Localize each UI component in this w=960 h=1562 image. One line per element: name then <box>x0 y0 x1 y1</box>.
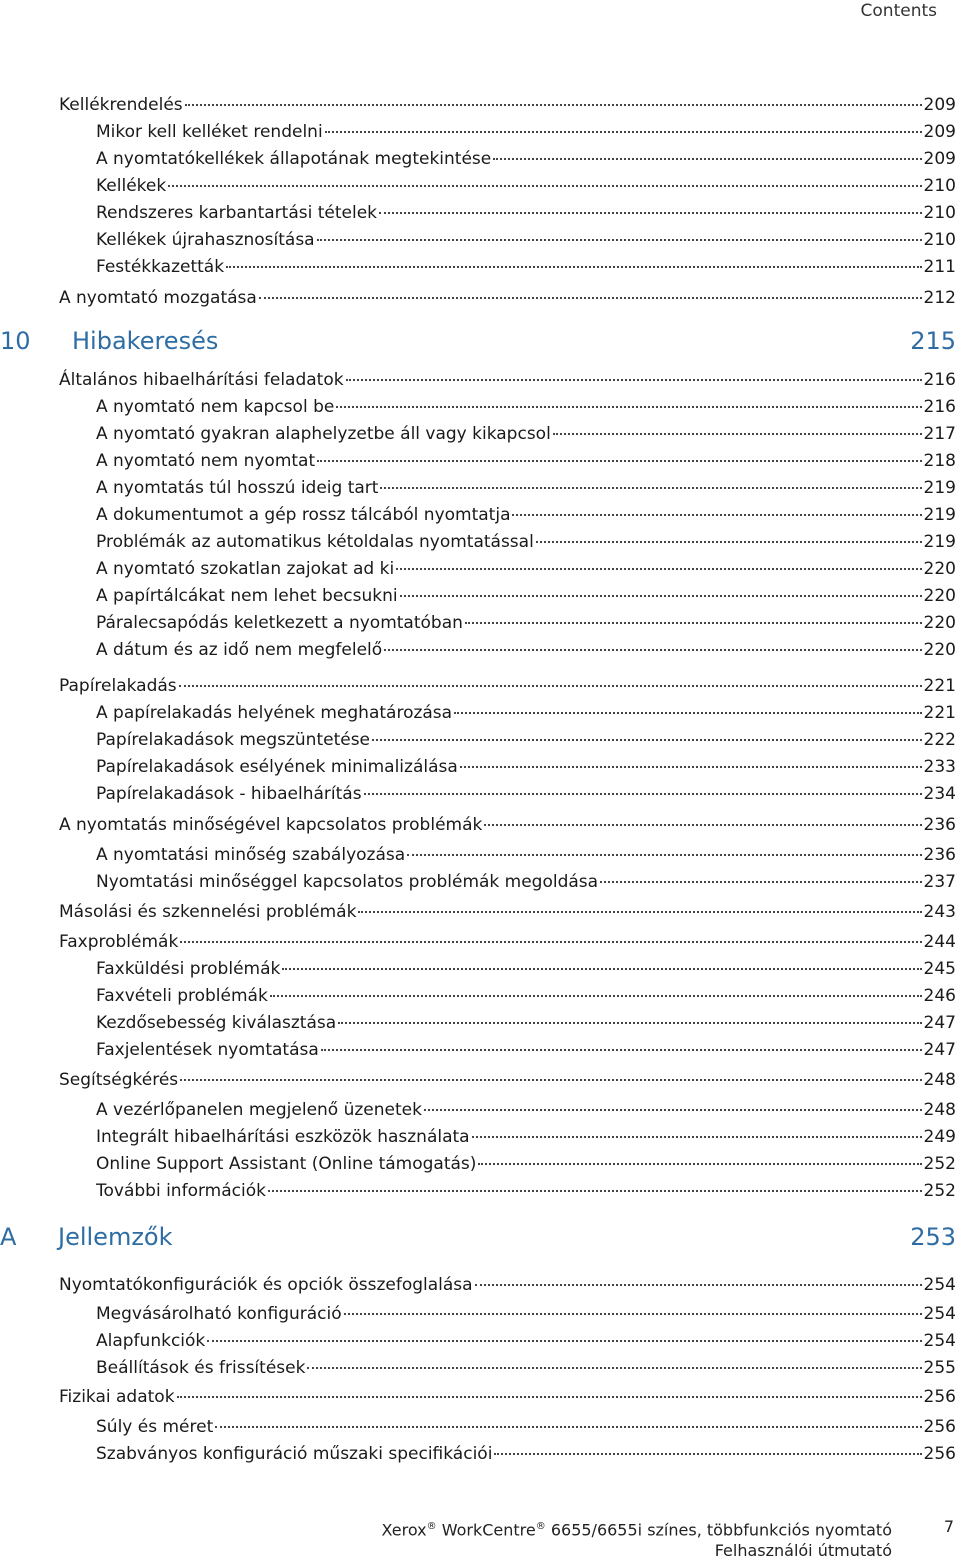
toc-subsection-entry[interactable] <box>96 755 956 779</box>
toc-entry-label: A dokumentumot a gép rossz tálcából nyomtatja <box>96 505 511 525</box>
toc-entry-page-number: 219 <box>923 478 956 498</box>
toc-entry-page-number: 220 <box>923 559 956 579</box>
toc-entry-label: A nyomtató nem nyomtat <box>96 451 316 471</box>
dot-leader <box>460 765 922 768</box>
toc-subsection-entry[interactable] <box>96 120 956 144</box>
chapter-page-number: 215 <box>910 327 956 355</box>
chapter-title: Jellemzők <box>58 1223 173 1251</box>
toc-entry-label: Online Support Assistant (Online támogatás) <box>96 1154 477 1174</box>
footer-brand-workcentre: WorkCentre <box>441 1520 536 1540</box>
toc-entry-page-number: 252 <box>923 1154 956 1174</box>
dot-leader <box>177 1395 922 1398</box>
toc-subsection-entry[interactable] <box>96 957 956 981</box>
dot-leader <box>465 621 922 624</box>
toc-section-entry[interactable] <box>59 286 956 310</box>
toc-entry-label: További információk <box>96 1181 266 1201</box>
toc-entry-page-number: 218 <box>923 451 956 471</box>
toc-entry-label: Kellékek <box>96 176 167 196</box>
toc-subsection-entry[interactable] <box>96 782 956 806</box>
toc-subsection-entry[interactable] <box>96 422 956 446</box>
toc-entry-page-number: 237 <box>923 872 956 892</box>
toc-entry-page-number: 212 <box>923 288 956 308</box>
toc-entry-label: Alapfunkciók <box>96 1331 206 1351</box>
toc-subsection-entry[interactable] <box>96 476 956 500</box>
toc-entry-page-number: 254 <box>923 1275 956 1295</box>
dot-leader <box>478 1162 921 1165</box>
footer-guide-title: Felhasználói útmutató <box>714 1541 892 1560</box>
dot-leader <box>346 378 922 381</box>
toc-entry-page-number: 236 <box>923 815 956 835</box>
dot-leader <box>338 1021 921 1024</box>
toc-entry-page-number: 246 <box>923 986 956 1006</box>
toc-entry-page-number: 248 <box>923 1070 956 1090</box>
dot-leader <box>307 1366 921 1369</box>
toc-section-entry[interactable] <box>59 813 956 837</box>
toc-subsection-entry[interactable] <box>96 228 956 252</box>
toc-subsection-entry[interactable] <box>96 1125 956 1149</box>
toc-entry-page-number: 254 <box>923 1304 956 1324</box>
dot-leader <box>325 130 922 133</box>
toc-entry-label: A papírtálcákat nem lehet becsukni <box>96 586 398 606</box>
dot-leader <box>185 103 922 106</box>
toc-entry-label: A nyomtatási minőség szabályozása <box>96 845 406 865</box>
registered-mark: ® <box>535 1521 546 1532</box>
toc-entry-label: A nyomtató nem kapcsol be <box>96 397 335 417</box>
dot-leader <box>424 1108 922 1111</box>
toc-entry-page-number: 221 <box>923 676 956 696</box>
toc-entry-page-number: 244 <box>923 932 956 952</box>
dot-leader <box>400 594 922 597</box>
toc-entry-page-number: 222 <box>923 730 956 750</box>
chapter-page-number: 253 <box>910 1223 956 1251</box>
toc-subsection-entry[interactable] <box>96 1152 956 1176</box>
toc-section-entry[interactable] <box>59 93 956 117</box>
toc-entry-label: Rendszeres karbantartási tételek <box>96 203 377 223</box>
toc-entry-label: A papírelakadás helyének meghatározása <box>96 703 453 723</box>
toc-entry-label: A vezérlőpanelen megjelenő üzenetek <box>96 1100 422 1120</box>
toc-entry-page-number: 248 <box>923 1100 956 1120</box>
toc-entry-page-number: 220 <box>923 586 956 606</box>
toc-entry-page-number: 220 <box>923 613 956 633</box>
dot-leader <box>317 459 921 462</box>
toc-entry-label: A nyomtató szokatlan zajokat ad ki <box>96 559 395 579</box>
toc-subsection-entry[interactable] <box>96 728 956 752</box>
toc-entry-label: Páralecsapódás keletkezett a nyomtatóban <box>96 613 463 633</box>
toc-section-entry[interactable] <box>59 1068 956 1092</box>
toc-section-entry[interactable] <box>59 674 956 698</box>
toc-subsection-entry[interactable] <box>96 557 956 581</box>
toc-entry-page-number: 210 <box>923 230 956 250</box>
toc-subsection-entry[interactable] <box>96 395 956 419</box>
dot-leader <box>179 684 922 687</box>
toc-subsection-entry[interactable] <box>96 584 956 608</box>
toc-entry-page-number: 219 <box>923 532 956 552</box>
toc-entry-label: Papírelakadás <box>59 676 177 696</box>
dot-leader <box>321 1048 922 1051</box>
dot-leader <box>553 432 922 435</box>
toc-entry-label: Papírelakadások megszüntetése <box>96 730 371 750</box>
toc-entry-label: Faxproblémák <box>59 932 179 952</box>
toc-entry-page-number: 247 <box>923 1013 956 1033</box>
dot-leader <box>475 1283 922 1286</box>
toc-subsection-entry[interactable] <box>96 201 956 225</box>
toc-entry-label: Kellékrendelés <box>59 95 183 115</box>
toc-section-entry[interactable] <box>59 930 956 954</box>
toc-entry-page-number: 254 <box>923 1331 956 1351</box>
toc-subsection-entry[interactable] <box>96 1011 956 1035</box>
dot-leader <box>372 738 922 741</box>
toc-entry-page-number: 233 <box>923 757 956 777</box>
toc-entry-label: Szabványos konfiguráció műszaki specifikációi <box>96 1444 493 1464</box>
toc-subsection-entry[interactable] <box>96 870 956 894</box>
toc-entry-label: Általános hibaelhárítási feladatok <box>59 370 344 390</box>
toc-subsection-entry[interactable] <box>96 611 956 635</box>
toc-entry-label: A nyomtató mozgatása <box>59 288 257 308</box>
dot-leader <box>215 1425 921 1428</box>
toc-subsection-entry[interactable] <box>96 174 956 198</box>
toc-entry-page-number: 256 <box>923 1417 956 1437</box>
toc-entry-page-number: 210 <box>923 203 956 223</box>
dot-leader <box>317 238 922 241</box>
toc-entry-label: A nyomtatókellékek állapotának megtekintése <box>96 149 492 169</box>
toc-entry-page-number: 256 <box>923 1387 956 1407</box>
toc-section-entry[interactable] <box>59 1385 956 1409</box>
toc-subsection-entry[interactable] <box>96 530 956 554</box>
toc-subsection-entry[interactable] <box>96 147 956 171</box>
chapter-number: A <box>0 1223 17 1251</box>
chapter-number: 10 <box>0 327 31 355</box>
toc-subsection-entry[interactable] <box>96 1356 956 1380</box>
dot-leader <box>484 823 921 826</box>
toc-entry-label: Mikor kell kelléket rendelni <box>96 122 323 142</box>
dot-leader <box>396 567 921 570</box>
toc-subsection-entry[interactable] <box>96 1329 956 1353</box>
dot-leader <box>454 711 921 714</box>
registered-mark: ® <box>426 1521 437 1532</box>
toc-entry-page-number: 247 <box>923 1040 956 1060</box>
toc-entry-page-number: 249 <box>923 1127 956 1147</box>
toc-subsection-entry[interactable] <box>96 1415 956 1439</box>
toc-entry-label: Segítségkérés <box>59 1070 179 1090</box>
toc-entry-label: Papírelakadások esélyének minimalizálása <box>96 757 458 777</box>
toc-entry-label: Festékkazetták <box>96 257 225 277</box>
toc-entry-label: Kezdősebesség kiválasztása <box>96 1013 337 1033</box>
toc-subsection-entry[interactable] <box>96 1038 956 1062</box>
toc-entry-page-number: 216 <box>923 397 956 417</box>
dot-leader <box>407 853 921 856</box>
running-header: Contents <box>860 1 937 21</box>
toc-entry-label: A nyomtatás túl hosszú ideig tart <box>96 478 379 498</box>
dot-leader <box>270 994 922 997</box>
toc-subsection-entry[interactable] <box>96 1098 956 1122</box>
dot-leader <box>512 513 921 516</box>
toc-subsection-entry[interactable] <box>96 1302 956 1326</box>
toc-subsection-entry[interactable] <box>96 255 956 279</box>
toc-chapter-heading[interactable] <box>0 325 956 357</box>
dot-leader <box>380 486 921 489</box>
toc-entry-page-number: 255 <box>923 1358 956 1378</box>
toc-entry-label: Súly és méret <box>96 1417 214 1437</box>
toc-entry-page-number: 209 <box>923 122 956 142</box>
toc-entry-label: Problémák az automatikus kétoldalas nyomtatással <box>96 532 534 552</box>
toc-entry-page-number: 220 <box>923 640 956 660</box>
toc-section-entry[interactable] <box>59 1273 956 1297</box>
footer-product-name: 6655/6655i színes, többfunkciós nyomtató <box>550 1520 892 1540</box>
chapter-title: Hibakeresés <box>72 327 219 355</box>
dot-leader <box>259 296 922 299</box>
page-number: 7 <box>943 1517 954 1536</box>
toc-entry-label: Másolási és szkennelési problémák <box>59 902 357 922</box>
dot-leader <box>358 910 921 913</box>
toc-entry-label: Integrált hibaelhárítási eszközök használata <box>96 1127 470 1147</box>
toc-subsection-entry[interactable] <box>96 638 956 662</box>
toc-subsection-entry[interactable] <box>96 1442 956 1466</box>
dot-leader <box>226 265 921 268</box>
toc-entry-page-number: 245 <box>923 959 956 979</box>
toc-entry-label: Beállítások és frissítések <box>96 1358 306 1378</box>
toc-entry-page-number: 209 <box>923 95 956 115</box>
toc-entry-label: Nyomtatókonfigurációk és opciók összefoglalása <box>59 1275 473 1295</box>
toc-entry-label: Kellékek újrahasznosítása <box>96 230 315 250</box>
dot-leader <box>180 940 921 943</box>
dot-leader <box>180 1078 921 1081</box>
toc-entry-label: Papírelakadások - hibaelhárítás <box>96 784 362 804</box>
toc-entry-label: Faxjelentések nyomtatása <box>96 1040 319 1060</box>
dot-leader <box>344 1312 922 1315</box>
toc-entry-page-number: 236 <box>923 845 956 865</box>
dot-leader <box>268 1189 922 1192</box>
dot-leader <box>207 1339 921 1342</box>
toc-entry-label: A nyomtatás minőségével kapcsolatos problémák <box>59 815 483 835</box>
dot-leader <box>536 540 922 543</box>
toc-entry-page-number: 243 <box>923 902 956 922</box>
toc-entry-page-number: 217 <box>923 424 956 444</box>
dot-leader <box>472 1135 922 1138</box>
footer-product-line <box>382 1516 892 1541</box>
dot-leader <box>379 211 922 214</box>
dot-leader <box>364 792 922 795</box>
footer-brand-xerox: Xerox <box>381 1520 427 1540</box>
toc-section-entry[interactable] <box>59 900 956 924</box>
dot-leader <box>494 1452 921 1455</box>
dot-leader <box>600 880 921 883</box>
toc-entry-page-number: 216 <box>923 370 956 390</box>
toc-entry-label: Faxküldési problémák <box>96 959 281 979</box>
toc-entry-page-number: 210 <box>923 176 956 196</box>
toc-entry-page-number: 209 <box>923 149 956 169</box>
dot-leader <box>168 184 921 187</box>
toc-section-entry[interactable] <box>59 368 956 392</box>
dot-leader <box>336 405 921 408</box>
toc-entry-page-number: 221 <box>923 703 956 723</box>
toc-subsection-entry[interactable] <box>96 503 956 527</box>
toc-entry-label: Fizikai adatok <box>59 1387 175 1407</box>
toc-entry-page-number: 256 <box>923 1444 956 1464</box>
toc-entry-label: Megvásárolható konfiguráció <box>96 1304 342 1324</box>
toc-subsection-entry[interactable] <box>96 701 956 725</box>
toc-subsection-entry[interactable] <box>96 843 956 867</box>
toc-subsection-entry[interactable] <box>96 1179 956 1203</box>
dot-leader <box>282 967 921 970</box>
toc-entry-label: Nyomtatási minőséggel kapcsolatos problémák megoldása <box>96 872 599 892</box>
dot-leader <box>493 157 921 160</box>
toc-entry-label: Faxvételi problémák <box>96 986 268 1006</box>
toc-chapter-heading[interactable] <box>0 1221 956 1253</box>
toc-subsection-entry[interactable] <box>96 449 956 473</box>
toc-entry-label: A dátum és az idő nem megfelelő <box>96 640 383 660</box>
dot-leader <box>384 648 921 651</box>
toc-subsection-entry[interactable] <box>96 984 956 1008</box>
toc-entry-page-number: 211 <box>923 257 956 277</box>
toc-entry-label: A nyomtató gyakran alaphelyzetbe áll vagy kikapcsol <box>96 424 551 444</box>
toc-entry-page-number: 219 <box>923 505 956 525</box>
toc-entry-page-number: 234 <box>923 784 956 804</box>
toc-entry-page-number: 252 <box>923 1181 956 1201</box>
